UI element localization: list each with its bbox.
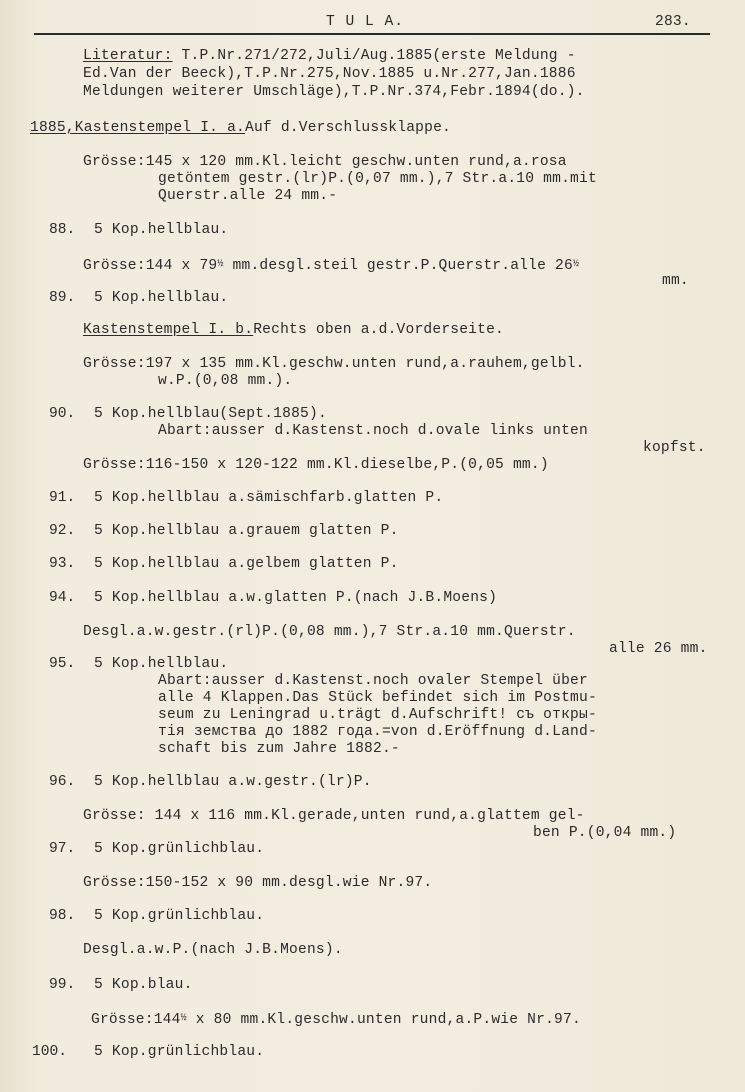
abart-line: kopfst. bbox=[643, 440, 706, 456]
entry-number: 96. bbox=[49, 774, 76, 790]
abart-line: schaft bis zum Jahre 1882.- bbox=[158, 741, 400, 757]
entry-number: 98. bbox=[49, 908, 76, 924]
section-heading-2-label: Kastenstempel I. b. bbox=[83, 322, 254, 338]
running-title: T U L A. bbox=[326, 14, 405, 30]
size-note-part: Grösse:144 x 79 bbox=[83, 258, 218, 274]
section-heading-1 bbox=[30, 120, 451, 137]
size-note-line: Querstr.alle 24 mm.- bbox=[158, 188, 338, 204]
entry-text: 5 Kop.hellblau a.w.glatten P.(nach J.B.Moens) bbox=[94, 590, 498, 606]
size-note-line: getöntem gestr.(lr)P.(0,07 mm.),7 Str.a.10 mm.mit bbox=[158, 171, 597, 187]
desgl-note-line: Desgl.a.w.gestr.(rl)P.(0,08 mm.),7 Str.a.10 mm.Querstr. bbox=[83, 624, 576, 640]
size-note-line bbox=[91, 1010, 581, 1029]
entry-text: 5 Kop.hellblau. bbox=[94, 656, 229, 672]
fraction-glyph: ½ bbox=[180, 1013, 187, 1024]
size-note-line: w.P.(0,08 mm.). bbox=[158, 373, 293, 389]
entry-text: 5 Kop.hellblau a.grauem glatten P. bbox=[94, 523, 399, 539]
size-note-line: mm. bbox=[662, 273, 689, 289]
page-number: 283. bbox=[655, 14, 691, 30]
entry-number: 100. bbox=[32, 1044, 68, 1060]
entry-text: 5 Kop.hellblau a.gelbem glatten P. bbox=[94, 556, 399, 572]
entry-number: 94. bbox=[49, 590, 76, 606]
size-note-line bbox=[83, 256, 579, 275]
size-note-part: Grösse:144 bbox=[91, 1012, 181, 1028]
size-note-part: mm.desgl.steil gestr.P.Querstr.alle 26 bbox=[223, 258, 573, 274]
literature-line-1 bbox=[83, 48, 576, 65]
section-heading-2 bbox=[83, 322, 504, 339]
literature-line-3: Meldungen weiterer Umschläge),T.P.Nr.374,Febr.1894(do.). bbox=[83, 84, 585, 100]
size-note-line: Grösse:116-150 x 120-122 mm.Kl.dieselbe,P.(0,05 mm.) bbox=[83, 457, 549, 473]
literature-label: Literatur: bbox=[83, 48, 173, 64]
entry-text: 5 Kop.hellblau. bbox=[94, 290, 229, 306]
section-heading-1-text: Auf d.Verschlussklappe. bbox=[244, 120, 452, 136]
entry-text: 5 Kop.grünlichblau. bbox=[94, 841, 265, 857]
entry-text: 5 Kop.grünlichblau. bbox=[94, 908, 265, 924]
section-heading-2-text: Rechts oben a.d.Vorderseite. bbox=[253, 322, 505, 338]
abart-line: Abart:ausser d.Kastenst.noch ovaler Stempel über bbox=[158, 673, 588, 689]
literature-line-1-text: T.P.Nr.271/272,Juli/Aug.1885(erste Meldung - bbox=[172, 48, 576, 64]
entry-number: 89. bbox=[49, 290, 76, 306]
entry-text: 5 Kop.blau. bbox=[94, 977, 193, 993]
entry-text: 5 Kop.hellblau a.w.gestr.(lr)P. bbox=[94, 774, 372, 790]
fraction-glyph: ½ bbox=[572, 259, 580, 270]
section-heading-1-label: 1885,Kastenstempel I. a. bbox=[30, 120, 245, 136]
abart-line: тiя земства до 1882 года.=von d.Eröffnung d.Land- bbox=[158, 724, 597, 740]
size-note-part: x 80 mm.Kl.geschw.unten rund,a.P.wie Nr.97. bbox=[186, 1012, 581, 1028]
abart-line: seum zu Leningrad u.trägt d.Aufschrift! съ откры- bbox=[158, 707, 597, 723]
desgl-note-line: Desgl.a.w.P.(nach J.B.Moens). bbox=[83, 942, 343, 958]
entry-text: 5 Kop.hellblau. bbox=[94, 222, 229, 238]
size-note-line: Grösse:197 x 135 mm.Kl.geschw.unten rund,a.rauhem,gelbl. bbox=[83, 356, 585, 372]
entry-number: 88. bbox=[49, 222, 76, 238]
fraction-glyph: ½ bbox=[217, 259, 224, 270]
desgl-note-line: alle 26 mm. bbox=[609, 641, 708, 657]
entry-number: 93. bbox=[49, 556, 76, 572]
header-rule bbox=[34, 33, 710, 35]
abart-line: alle 4 Klappen.Das Stück befindet sich im Postmu- bbox=[158, 690, 597, 706]
entry-number: 97. bbox=[49, 841, 76, 857]
entry-number: 91. bbox=[49, 490, 76, 506]
size-note-line: Grösse:150-152 x 90 mm.desgl.wie Nr.97. bbox=[83, 875, 433, 891]
size-note-line: ben P.(0,04 mm.) bbox=[533, 825, 677, 841]
abart-line: Abart:ausser d.Kastenst.noch d.ovale links unten bbox=[158, 423, 588, 439]
size-note-line: Grösse: 144 x 116 mm.Kl.gerade,unten rund,a.glattem gel- bbox=[83, 808, 585, 824]
entry-text: 5 Kop.hellblau a.sämischfarb.glatten P. bbox=[94, 490, 444, 506]
entry-number: 95. bbox=[49, 656, 76, 672]
entry-number: 90. bbox=[49, 406, 76, 422]
entry-number: 99. bbox=[49, 977, 76, 993]
entry-text: 5 Kop.grünlichblau. bbox=[94, 1044, 265, 1060]
size-note-line: Grösse:145 x 120 mm.Kl.leicht geschw.unten rund,a.rosa bbox=[83, 154, 567, 170]
entry-text: 5 Kop.hellblau(Sept.1885). bbox=[94, 406, 327, 422]
entry-number: 92. bbox=[49, 523, 76, 539]
literature-line-2: Ed.Van der Beeck),T.P.Nr.275,Nov.1885 u.Nr.277,Jan.1886 bbox=[83, 66, 576, 82]
